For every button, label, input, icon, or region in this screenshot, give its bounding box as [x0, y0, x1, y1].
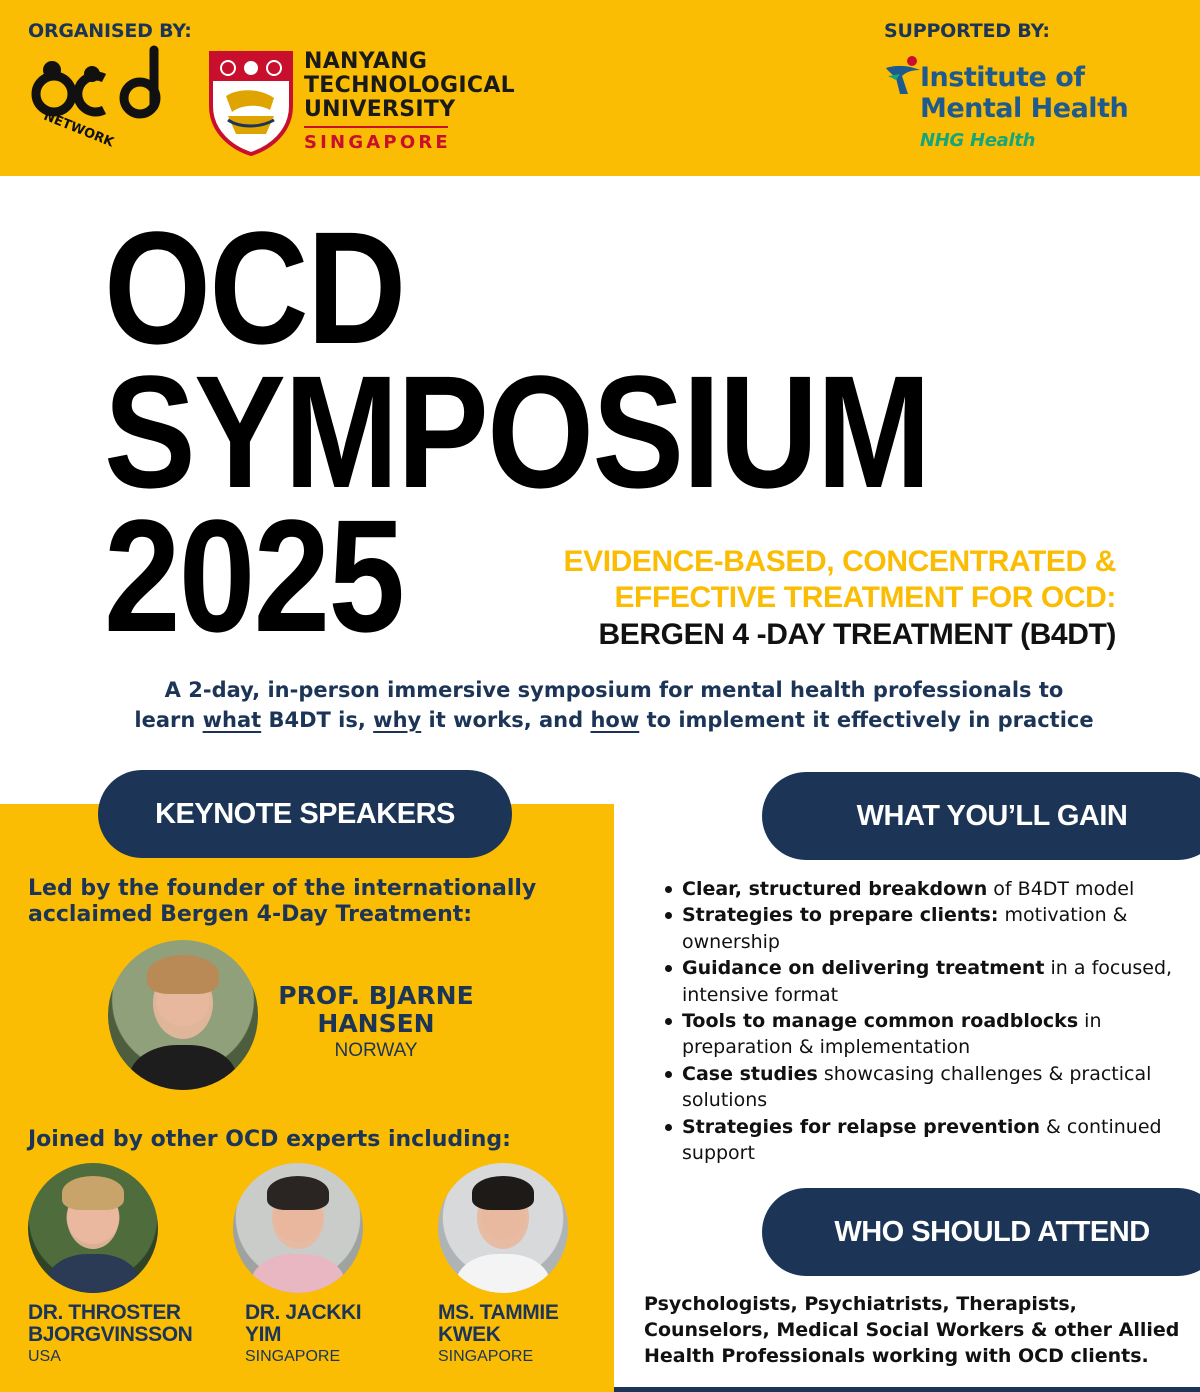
speaker-photo-bjarne-hansen — [108, 940, 258, 1090]
title-line-2: SYMPOSIUM — [104, 342, 930, 521]
gain-list — [682, 876, 1190, 1166]
title-line-3: 2025 — [104, 486, 404, 665]
gain-item-text: of B4DT model — [987, 878, 1135, 900]
speaker-name-line-2: BJORGVINSSON — [28, 1323, 193, 1346]
photo-body — [251, 1254, 345, 1293]
gain-item-text: motivation & ownership — [682, 904, 1128, 953]
event-subtitle — [564, 544, 1116, 654]
speaker-country: USA — [28, 1348, 61, 1365]
list-item — [682, 1061, 1190, 1114]
audience-description — [644, 1291, 1194, 1369]
speaker-photo-throster-bjorgvinsson — [28, 1163, 158, 1293]
svg-text:NETWORK: NETWORK — [41, 108, 116, 151]
list-item — [682, 955, 1190, 1008]
keynote-intro — [28, 876, 536, 928]
gain-item-bold: Strategies to prepare clients: — [682, 904, 999, 927]
speaker-country: SINGAPORE — [245, 1348, 341, 1365]
main-speaker-name-line-1: PROF. BJARNE — [278, 981, 474, 1010]
supported-by-label: SUPPORTED BY: — [884, 20, 1050, 42]
gain-item-bold: Case studies — [682, 1062, 818, 1085]
photo-body — [46, 1254, 140, 1293]
ntu-divider — [304, 126, 448, 128]
photo-body — [456, 1254, 550, 1293]
photo-hair — [147, 955, 219, 994]
who-should-attend-heading: WHO SHOULD ATTEND — [762, 1188, 1200, 1276]
audience-line-3: Health Professionals working with OCD clients. — [644, 1345, 1149, 1367]
main-speaker-name-line-2: HANSEN — [317, 1009, 435, 1038]
photo-hair — [267, 1176, 329, 1210]
subtitle-line-2: EFFECTIVE TREATMENT FOR OCD: — [614, 581, 1116, 614]
ntu-crest-logo — [208, 50, 294, 156]
photo-hair — [472, 1176, 534, 1210]
gain-item-text: in a focused, intensive format — [682, 957, 1173, 1006]
imh-name-block — [920, 62, 1128, 124]
list-item — [682, 902, 1190, 955]
organised-by-label: ORGANISED BY: — [28, 20, 192, 42]
list-item — [682, 1114, 1190, 1167]
description-emphasis-why: why — [373, 708, 422, 732]
description-text: learn — [134, 708, 203, 732]
photo-hair — [62, 1176, 124, 1210]
event-description — [0, 675, 1200, 735]
photo-body — [129, 1045, 237, 1090]
audience-line-1: Psychologists, Psychiatrists, Therapists, — [644, 1293, 1077, 1315]
speaker-photo-tammie-kwek — [438, 1163, 568, 1293]
ntu-line-3: UNIVERSITY — [304, 97, 456, 122]
speaker-name — [438, 1302, 558, 1346]
ocd-network-logo — [30, 44, 170, 154]
speaker-name-line-2: KWEK — [438, 1323, 501, 1346]
speaker-name-line-2: YIM — [245, 1323, 282, 1346]
speaker-name-line-1: DR. THROSTER — [28, 1301, 181, 1324]
keynote-intro-line-2: acclaimed Bergen 4-Day Treatment: — [28, 902, 473, 927]
gain-item-bold: Strategies for relapse prevention — [682, 1115, 1040, 1138]
imh-figure-icon — [884, 54, 924, 94]
title-line-1: OCD — [104, 198, 405, 377]
gain-item-bold: Tools to manage common roadblocks — [682, 1010, 1079, 1033]
list-item — [682, 876, 1190, 902]
gain-item-text: & continued support — [682, 1115, 1162, 1165]
keynote-speakers-heading: KEYNOTE SPEAKERS — [98, 770, 512, 858]
description-line-1: A 2-day, in-person immersive symposium for mental health professionals to — [164, 678, 1064, 702]
speaker-name-line-1: MS. TAMMIE — [438, 1301, 559, 1324]
imh-line-2: Mental Health — [920, 93, 1129, 124]
speaker-name-line-1: DR. JACKKI — [245, 1301, 362, 1324]
list-item — [682, 1008, 1190, 1061]
main-speaker-name — [274, 982, 478, 1038]
speaker-country: SINGAPORE — [438, 1348, 534, 1365]
header-banner — [0, 0, 1200, 176]
imh-subtitle: NHG Health — [920, 130, 1036, 151]
gain-item-text: in preparation & implementation — [682, 1010, 1102, 1059]
ntu-line-4: SINGAPORE — [304, 132, 451, 153]
imh-line-1: Institute of — [920, 62, 1085, 93]
description-line-2 — [0, 705, 1200, 735]
subtitle-line-1: EVIDENCE-BASED, CONCENTRATED & — [563, 545, 1116, 578]
description-text: it works, and — [421, 708, 591, 732]
description-emphasis-how: how — [590, 708, 640, 732]
description-text: to implement it effectively in practice — [639, 708, 1094, 732]
what-youll-gain-heading: WHAT YOU’LL GAIN — [762, 772, 1200, 860]
main-speaker-country: NORWAY — [334, 1040, 418, 1061]
speaker-photo-jackki-yim — [233, 1163, 363, 1293]
gain-item-bold: Clear, structured breakdown — [682, 878, 988, 900]
gain-item-bold: Guidance on delivering treatment — [682, 957, 1045, 980]
ntu-line-1: NANYANG — [304, 49, 428, 74]
ntu-line-2: TECHNOLOGICAL — [304, 73, 515, 98]
speaker-name — [28, 1302, 192, 1346]
keynote-intro-line-1: Led by the founder of the internationally — [28, 876, 537, 901]
other-experts-intro: Joined by other OCD experts including: — [28, 1127, 511, 1152]
subtitle-line-3: BERGEN 4 -DAY TREATMENT (B4DT) — [598, 618, 1116, 651]
description-emphasis-what: what — [202, 708, 262, 732]
ntu-name-block — [304, 50, 515, 153]
bottom-divider — [614, 1387, 1200, 1392]
gain-item-text: showcasing challenges & practical solutions — [682, 1062, 1152, 1112]
description-text: B4DT is, — [261, 708, 374, 732]
audience-line-2: Counselors, Medical Social Workers & other Allied — [644, 1319, 1180, 1341]
speaker-name — [245, 1302, 361, 1346]
